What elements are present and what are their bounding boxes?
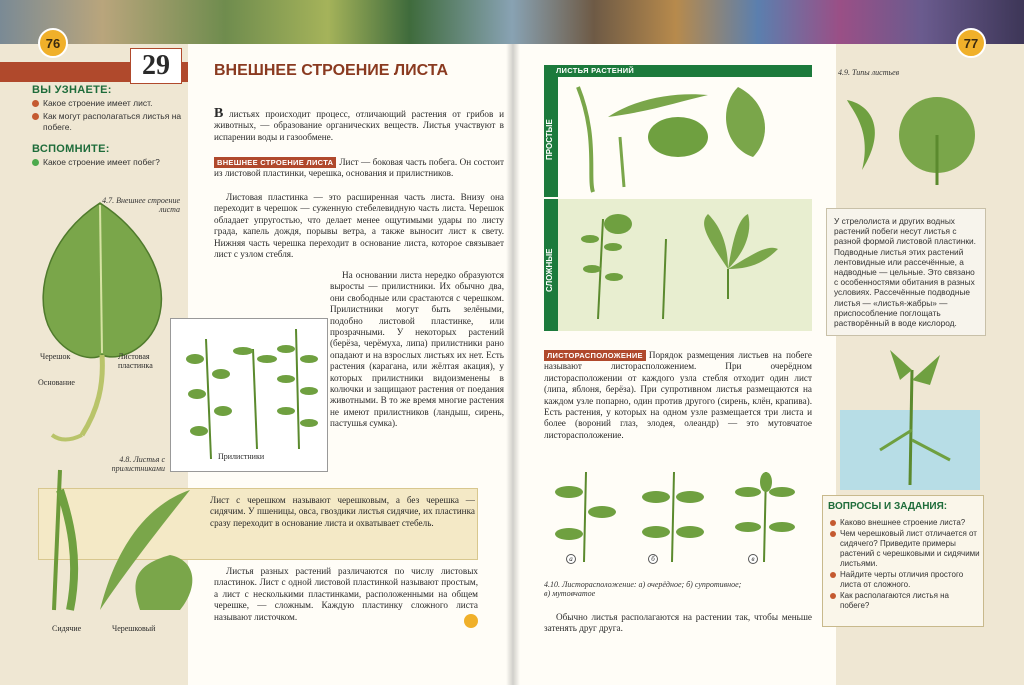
label-petiole: Черешок [40,352,71,361]
label-compound: СЛОЖНЫЕ [545,248,554,292]
fig48-caption: 4.8. Листья с прилистниками [111,455,165,473]
section1-p1-text: Лист — боковая часть побега. Он состоит из листовой пластинки, черешка, основания и прилистников. [214,157,504,179]
simple-leaves-illustration [558,77,812,197]
learn-item: Как могут располагаться листья на побеге. [32,111,182,133]
label-sessile: Сидячие [52,624,82,633]
sessile-petiolate-illustration [40,460,210,630]
fig47-caption: 4.7. Внешнее строение листа [102,196,180,214]
question-item: Чем черешковый лист отличается от сидячего? Приведите примеры растений с черешковыми и сидячими листьями. [830,529,980,569]
section1-p1 [214,157,504,180]
page-number-right: 77 [956,28,986,58]
label-opposite: б [648,554,658,564]
remember-title: ВСПОМНИТЕ: [32,143,110,155]
leaf-types-panel-title: ЛИСТЬЯ РАСТЕНИЙ [544,65,812,77]
learn-item: Какое строение имеет лист. [32,98,182,109]
stipules-inset [170,318,328,472]
learn-title: ВЫ УЗНАЕТЕ: [32,84,112,96]
section2-paragraph [544,350,812,441]
book-spine [506,44,520,685]
label-petiolate: Черешковый [112,624,156,633]
label-base: Основание [38,378,75,387]
leaf-structure-illustration [30,195,175,450]
page-title: ВНЕШНЕЕ СТРОЕНИЕ ЛИСТА [214,62,449,79]
chapter-number: 29 [130,48,182,84]
closing-paragraph: Обычно листья располагаются на растении так, чтобы меньше затенять друг друга. [544,612,812,634]
arrowhead-plant-illustration [840,340,980,490]
section2-tag: ЛИСТОРАСПОЛОЖЕНИЕ [544,350,646,361]
questions-list [830,518,980,612]
questions-title: ВОПРОСЫ И ЗАДАНИЯ: [828,501,948,512]
decorative-banner [0,0,1024,44]
stipules-illustration [171,319,329,473]
leaf-arrangement-illustration [544,462,812,572]
section1-tag: ВНЕШНЕЕ СТРОЕНИЕ ЛИСТА [214,157,336,168]
intro-paragraph [214,108,504,143]
note-text: У стрелолиста и других водных растений побеги несут листья с разной формой листовой пластинки. Подводные листья этих растений лентовидные или рассечённые, а надводные — цельные. Это связано с особенностями обитания в разных условиях. Рассечённые подводные листья — «листья-жабры» — приспособление поглощать растворённый в воде кислород. [834,216,976,329]
label-blade: Листовая пластинка [118,352,153,370]
page-number-left: 76 [38,28,68,58]
intro-dropcap: В [214,106,224,121]
label-simple: ПРОСТЫЕ [545,119,554,160]
simple-leaves-extra-illustration [842,80,992,190]
label-alternate: а [566,554,576,564]
compound-leaves-illustration [558,199,812,331]
paragraph-simple-compound: Листья разных растений различаются по числу листовых пластинок. Лист с одной листовой пластинкой называют простым, а лист с несколькими пластинками, расположенными на общем черешке, — сложным. Каждую пластинку сложного листа называют листочком. [214,566,478,622]
label-stipules: Прилистники [218,452,265,461]
intro-text: листьях происходит процесс, отличающий растения от грибов и животных, — образование органических веществ. Листья участвуют в испарении воды и газообмене. [214,109,504,142]
compound-leaves-area [558,199,812,331]
learn-box [32,84,182,168]
remember-item: Какое строение имеет побег? [32,157,182,168]
section1-p3: На основании листа нередко образуются выросты — прилистники. Их обычно два, они свободные или срастаются с черешком. Прилистники могут быть зелёными, подобно листовой пластинке, или прозрачными. У некоторых растений (берёза, черёмуха, липа) прилистники рано опадают и на взрослых листьях их нет. Есть растения (карагана, или жёлтая акация), у которых прилистники видоизменены в колючки и защищают растения от поедания животными. В то же время многие растения не имеют прилистников (ландыш, сирень, пастушья сумка). [330,270,504,429]
section2-text: Порядок размещения листьев на побеге называют листорасположением. При очерёдном листорасположении от каждого узла стебля отходит один лист (липа, яблоня, берёза). При супротивном листья размещаются на каждом узле попарно, один против другого (сирень, клён, крапива). Есть растения, у которых на одном узле размещается три листа и более (вороний глаз, элодея, олеандр) — это мутовчатое листорасположение. [544,350,812,440]
label-whorled: в [748,554,758,564]
fig410-caption: 4.10. Листорасположение: а) очерёдное; б) супротивное; в) мутовчатое [544,580,742,598]
question-item: Найдите черты отличия простого листа от сложного. [830,570,980,590]
fig49-caption: 4.9. Типы листьев [838,68,900,77]
question-item: Как располагаются листья на побеге? [830,591,980,611]
simple-leaves-area [558,77,812,197]
next-page-arrow-icon [464,614,478,628]
definition-text: Лист с черешком называют черешковым, а без черешка — сидячим. У пшеницы, овса, гвоздики листья сидячие, их пластинка сразу переходит в основание листа и охватывает стебель. [210,495,475,528]
section1-p2: Листовая пластинка — это расширенная часть листа. Внизу она переходит в черешок — суженную стебелевидную часть листа. Черешок обладает упругостью, что делает менее ощутимыми удары по листу града, капель дождя, порывы ветра, а также выносит лист к свету. Нижняя часть черешка переходит в основание листа, которое связывает лист с узлом стебля. [214,192,504,260]
question-item: Каково внешнее строение листа? [830,518,980,528]
